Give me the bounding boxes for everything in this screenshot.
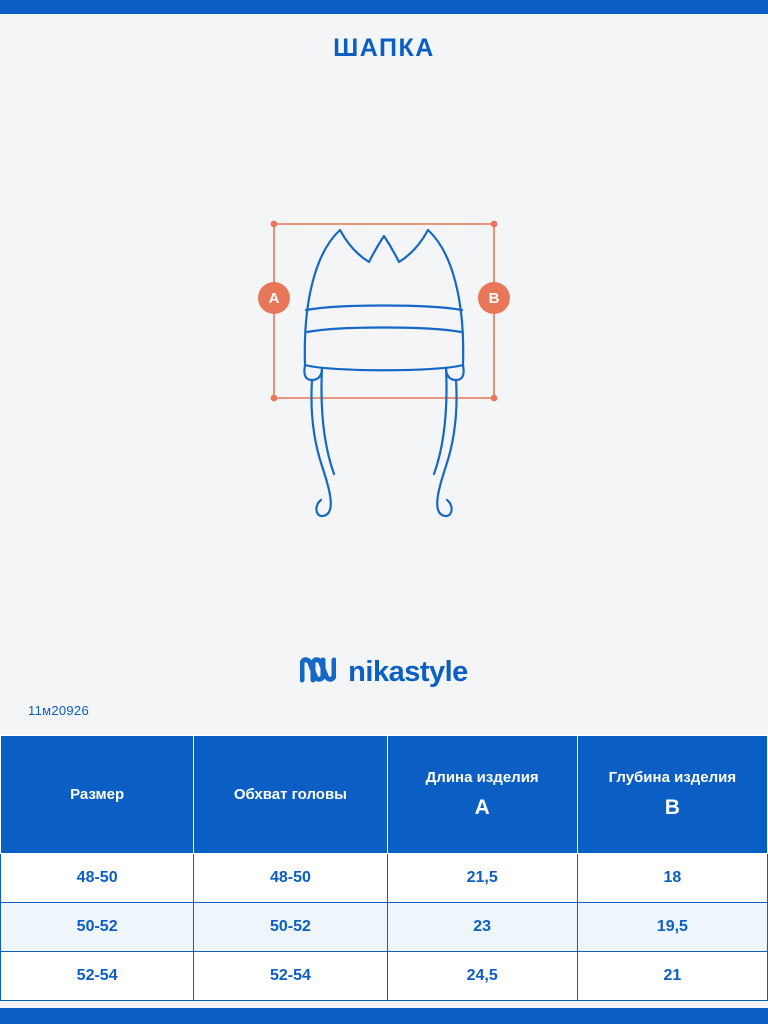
measure-b-label: B xyxy=(488,290,500,307)
measure-badge-a xyxy=(258,282,290,314)
cell-head-circumference: 50-52 xyxy=(194,903,387,952)
brand-name: nikastyle xyxy=(348,656,468,688)
header-label: Размер xyxy=(70,786,125,803)
measure-badge-b xyxy=(478,282,510,314)
cell-head-circumference: 48-50 xyxy=(194,854,387,903)
table-row xyxy=(1,854,768,903)
cell-size: 52-54 xyxy=(1,952,194,1001)
hat-outline xyxy=(304,230,463,516)
table-header-row xyxy=(1,736,768,854)
bottom-accent-bar xyxy=(0,1008,768,1024)
cell-depth: 19,5 xyxy=(577,903,767,952)
header-letter: A xyxy=(474,796,490,819)
measure-a-label: A xyxy=(268,290,280,307)
table-header-product-depth xyxy=(577,736,767,854)
nikastyle-logo-icon xyxy=(300,655,336,690)
size-table xyxy=(0,735,768,1001)
header-label: Обхват головы xyxy=(233,786,347,803)
cell-depth: 21 xyxy=(577,952,767,1001)
cell-length: 23 xyxy=(387,903,577,952)
top-accent-bar xyxy=(0,0,768,14)
table-row xyxy=(1,952,768,1001)
cell-depth: 18 xyxy=(577,854,767,903)
page-title: ШАПКА xyxy=(333,34,435,62)
header-label: Длина изделия xyxy=(425,769,539,786)
cell-length: 24,5 xyxy=(387,952,577,1001)
brand-block xyxy=(0,655,768,690)
cell-length: 21,5 xyxy=(387,854,577,903)
table-row xyxy=(1,903,768,952)
product-diagram xyxy=(0,180,768,580)
cell-size: 50-52 xyxy=(1,903,194,952)
table-header-size xyxy=(1,736,194,854)
table-header-product-length xyxy=(387,736,577,854)
cell-head-circumference: 52-54 xyxy=(194,952,387,1001)
table-header-head-circumference xyxy=(194,736,387,854)
cell-size: 48-50 xyxy=(1,854,194,903)
header-letter: B xyxy=(664,796,680,819)
header-label: Глубина изделия xyxy=(608,769,737,786)
article-number: 11м20926 xyxy=(28,703,89,718)
